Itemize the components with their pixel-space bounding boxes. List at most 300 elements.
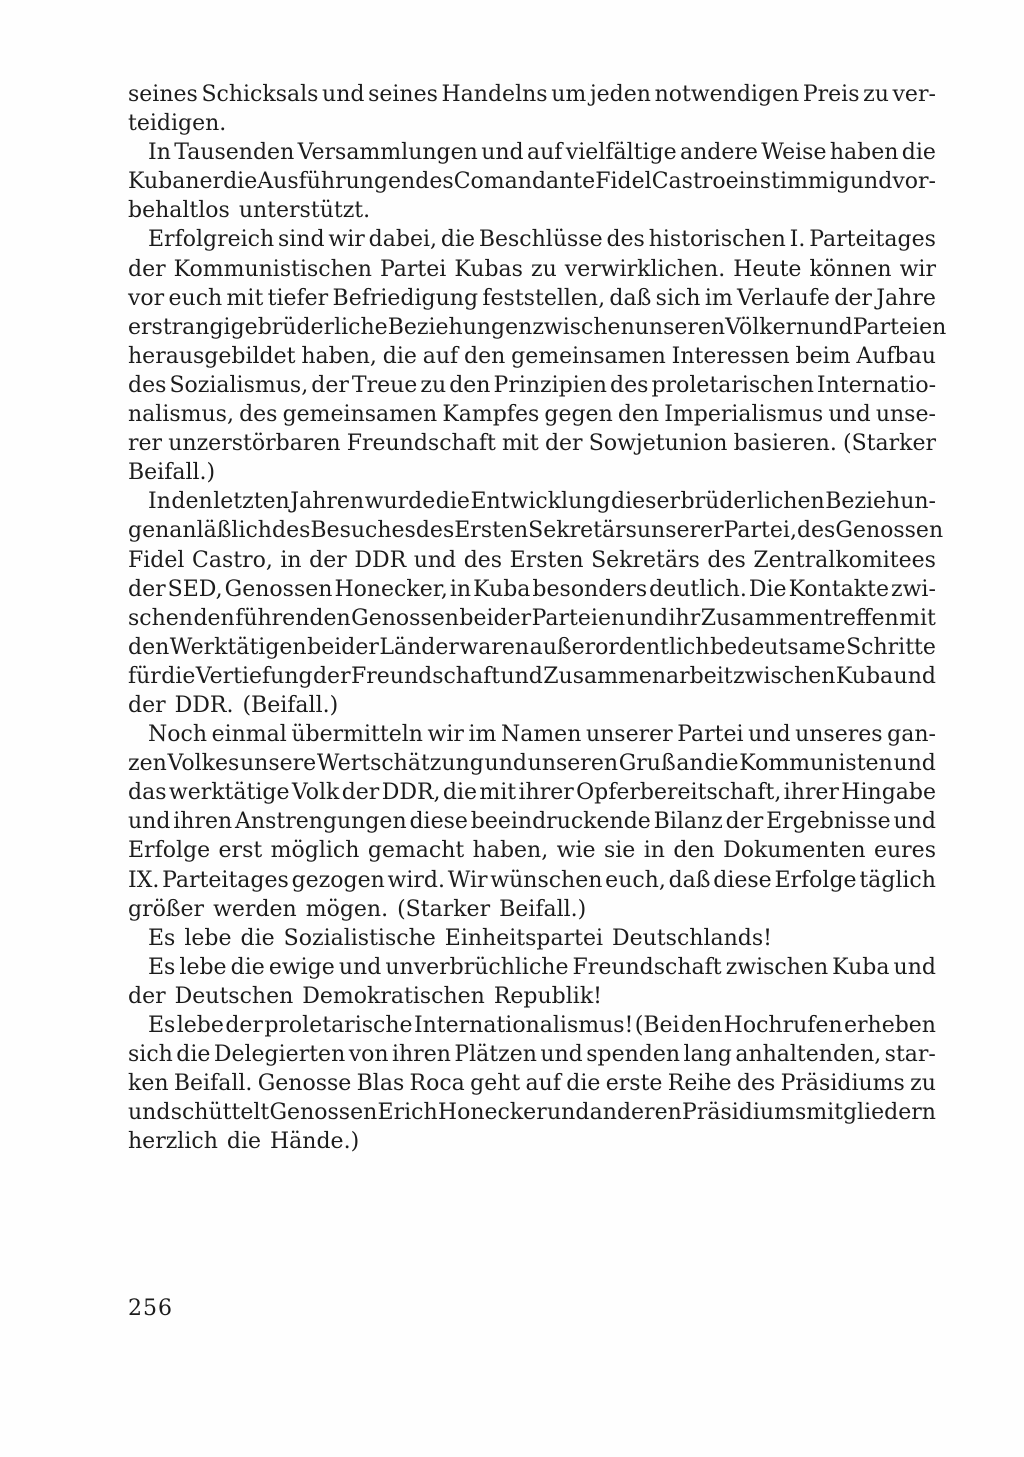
word: Verlaufe	[737, 285, 830, 311]
word: Erfolge	[774, 867, 857, 893]
word: und	[413, 547, 457, 573]
word: besonders	[532, 576, 648, 602]
word: Republik!	[493, 983, 603, 1009]
text-line	[128, 1011, 936, 1040]
word: die	[566, 1071, 601, 1097]
word: Deutschen	[174, 983, 294, 1009]
word: Hände.)	[270, 1129, 360, 1155]
text-line	[128, 662, 936, 691]
word: Genossen	[351, 605, 459, 631]
word: Kommunistischen	[173, 256, 372, 282]
text-line	[128, 458, 936, 487]
word: beider	[307, 634, 379, 660]
word: DDR,	[381, 780, 441, 806]
word: teidigen.	[128, 111, 227, 137]
word: des	[463, 547, 503, 573]
word: anderen	[589, 1100, 682, 1126]
word: Honecker,	[334, 576, 448, 602]
word: Es	[148, 954, 176, 980]
paragraph	[128, 924, 936, 953]
word: beim	[795, 343, 851, 369]
word: gemeinsamen	[511, 343, 666, 369]
word: erst	[218, 838, 263, 864]
word: die	[440, 227, 475, 253]
word: und	[893, 954, 936, 980]
word: der	[341, 780, 380, 806]
word: die	[230, 954, 265, 980]
word: Sekretärs	[591, 547, 700, 573]
word: Erfolgreich	[148, 227, 275, 253]
word: der	[128, 692, 166, 718]
text-line	[128, 807, 936, 836]
word: SED,	[167, 576, 223, 602]
word: Beschlüsse	[478, 227, 603, 253]
text-line	[128, 720, 936, 749]
word: seines	[368, 82, 438, 107]
word: beider	[459, 605, 532, 631]
word: den	[128, 634, 170, 660]
word: für	[128, 663, 161, 689]
word: lebe	[176, 1013, 224, 1038]
word: und	[748, 722, 791, 748]
text-line	[128, 225, 936, 254]
word: im	[704, 285, 733, 311]
word: Imperialismus	[664, 402, 824, 428]
word: und	[810, 314, 853, 340]
word: die	[226, 1129, 261, 1155]
word: Internationalismus!	[413, 1013, 634, 1038]
word: haben,	[472, 838, 549, 864]
word: tiefer	[267, 285, 329, 311]
word: des	[128, 372, 167, 398]
word: der	[544, 431, 583, 457]
word: Weise	[761, 140, 827, 166]
word: Partei,	[723, 518, 797, 544]
text-line	[128, 924, 936, 953]
word: Parteitages	[162, 867, 289, 893]
text-line	[128, 1069, 936, 1098]
word: zwischen	[725, 954, 829, 980]
word: den	[449, 372, 491, 398]
word: Parteien	[531, 605, 626, 631]
word: diese	[409, 809, 468, 835]
text-line	[128, 371, 936, 400]
word: euch	[168, 285, 223, 311]
word: brüderlichen	[680, 489, 825, 515]
word: Ersten	[509, 547, 584, 573]
word: Einheitspartei	[444, 925, 604, 951]
word: In	[148, 489, 171, 515]
word: und	[481, 140, 524, 166]
word: ewige	[268, 954, 335, 980]
word: feststellen,	[482, 285, 606, 311]
word: Internatio-	[816, 372, 936, 398]
word: (Bei	[634, 1013, 680, 1038]
word: auf	[525, 1071, 561, 1097]
text-line	[128, 895, 936, 924]
word: Freundschaft	[350, 663, 501, 689]
word: die	[223, 169, 258, 195]
word: verwirklichen.	[564, 256, 726, 282]
word: Kommunisten	[739, 751, 893, 777]
text-line	[128, 604, 936, 633]
word: Vertiefung	[195, 663, 313, 689]
word: führenden	[235, 605, 351, 631]
word: daß	[609, 285, 652, 311]
word: die	[161, 663, 196, 689]
word: Delegierten	[213, 1042, 346, 1068]
word: größer	[128, 896, 205, 922]
word: Länder	[379, 634, 459, 660]
word: außerordentlich	[529, 634, 710, 660]
text-line	[128, 109, 936, 138]
word: den	[617, 402, 660, 428]
word: einmal	[211, 722, 287, 748]
word: proletarische	[264, 1013, 413, 1038]
word: Kuba	[835, 663, 894, 689]
word: Prinzipien	[493, 372, 607, 398]
word: zen	[128, 751, 167, 777]
word: unseren	[634, 314, 726, 340]
word: unsere	[239, 751, 317, 777]
word: Deutschlands!	[612, 925, 772, 951]
word: unseren	[527, 751, 619, 777]
word: herzlich	[128, 1129, 218, 1155]
word: Ausführungen	[257, 169, 416, 195]
word: von	[348, 1042, 389, 1068]
word: gemacht	[367, 838, 465, 864]
word: zwischen	[532, 314, 635, 340]
word: den	[171, 489, 213, 515]
word: behaltlos	[128, 198, 230, 224]
word: Genossen	[224, 576, 333, 602]
word: Anstrengungen	[235, 809, 407, 835]
word: Reihe	[667, 1071, 732, 1097]
word: übermitteln	[291, 722, 423, 748]
word: mit	[502, 431, 539, 457]
word: Beifall.)	[128, 460, 216, 486]
word: wird.	[387, 867, 445, 893]
word: werktätige	[168, 780, 290, 806]
word: Roca	[409, 1071, 465, 1097]
word: unverbrüchliche	[385, 954, 569, 980]
word: gan-	[887, 722, 936, 748]
word: des	[736, 1071, 776, 1097]
word: und	[338, 954, 382, 980]
word: zu	[863, 82, 889, 107]
word: In	[148, 140, 171, 166]
word: und	[484, 751, 527, 777]
word: Werktätigen	[169, 634, 307, 660]
word: Kubaner	[128, 169, 224, 195]
word: Präsidiumsmitgliedern	[682, 1100, 936, 1126]
word: können	[809, 256, 892, 282]
word: des	[610, 372, 649, 398]
word: der	[128, 576, 166, 602]
word: Namen	[500, 722, 582, 748]
word: Demokratischen	[302, 983, 485, 1009]
word: daß	[668, 867, 711, 893]
word: spenden	[586, 1042, 681, 1068]
word: haben	[829, 140, 899, 166]
word: des	[271, 518, 311, 544]
word: Kuba	[473, 576, 531, 602]
text-line	[128, 778, 936, 807]
word: vielfältige	[565, 140, 677, 166]
word: Genosse	[257, 1071, 352, 1097]
word: DDR.	[174, 692, 234, 718]
word: die	[176, 1042, 211, 1068]
word: täglich	[859, 867, 936, 893]
word: Es	[148, 1013, 176, 1038]
word: und	[128, 1100, 171, 1126]
word: des	[707, 547, 746, 573]
text-line	[128, 1127, 936, 1156]
word: Zentralkomitees	[753, 547, 936, 573]
word: letzten	[213, 489, 290, 515]
word: Schicksals	[201, 82, 319, 107]
word: Versammlungen	[297, 140, 478, 166]
word: der	[725, 809, 764, 835]
word: ihren	[391, 1042, 451, 1068]
word: lebe	[184, 925, 232, 951]
word: Sozialismus,	[169, 372, 309, 398]
word: in	[280, 547, 302, 573]
word: um	[551, 82, 587, 107]
word: mit	[226, 285, 264, 311]
word: waren	[459, 634, 530, 660]
word: und	[893, 809, 936, 835]
text-line	[128, 633, 936, 662]
word: auf	[526, 140, 563, 166]
text-line	[128, 575, 936, 604]
word: den	[680, 1013, 723, 1038]
word: seines	[128, 82, 198, 107]
word: zu	[530, 256, 557, 282]
word: Fidel	[128, 547, 185, 573]
word: des	[606, 227, 645, 253]
word: Genossen	[835, 518, 944, 544]
word: sich	[655, 285, 701, 311]
word: den	[193, 605, 235, 631]
word: den	[464, 343, 506, 369]
word: Schritte	[846, 634, 936, 660]
word: vor	[128, 285, 165, 311]
word: erheben	[843, 1013, 936, 1038]
word: an	[676, 751, 704, 777]
text-line	[128, 400, 936, 429]
word: star-	[884, 1042, 936, 1068]
word: unserer	[636, 518, 724, 544]
word: die	[901, 140, 936, 166]
word: unserer	[585, 722, 673, 748]
word: Partei	[677, 722, 744, 748]
word: ihr	[668, 605, 701, 631]
word: Kampfes	[442, 402, 540, 428]
word: Kubas	[454, 256, 523, 282]
page-number: 256	[128, 1296, 173, 1321]
word: zwi-	[891, 576, 936, 602]
word: nalismus,	[128, 402, 234, 428]
word: Blas	[356, 1071, 405, 1097]
text-line	[128, 1098, 936, 1127]
word: Besuches	[310, 518, 416, 544]
word: und	[625, 605, 669, 631]
word: Kuba	[832, 954, 890, 980]
word: zu	[420, 372, 447, 398]
text-line	[128, 313, 947, 342]
word: unzerstörbaren	[168, 431, 341, 457]
word: sie	[603, 838, 636, 864]
word: Wir	[447, 867, 488, 893]
word: gegen	[544, 402, 613, 428]
word: des	[796, 518, 836, 544]
body-text	[128, 80, 947, 1156]
word: Kontakte	[788, 576, 889, 602]
word: Befriedigung	[332, 285, 479, 311]
word: wie	[556, 838, 596, 864]
word: Bilanz	[653, 809, 723, 835]
word: basieren.	[733, 431, 837, 457]
word: Hochrufen	[723, 1013, 843, 1038]
word: Völkern	[725, 314, 811, 340]
word: Sozialistische	[283, 925, 436, 951]
word: lebe	[179, 954, 227, 980]
text-line	[128, 429, 936, 458]
word: der	[225, 1013, 263, 1038]
word: zwischen	[733, 663, 836, 689]
word: die	[704, 751, 739, 777]
word: diese	[713, 867, 772, 893]
text-line	[128, 1040, 936, 1069]
word: Beifall.	[173, 1071, 253, 1097]
word: Erich	[377, 1100, 438, 1126]
word: auf	[422, 343, 459, 369]
word: Ergebnisse	[766, 809, 891, 835]
word: geht	[470, 1071, 521, 1097]
word: Volkes	[167, 751, 240, 777]
word: bedeutsame	[710, 634, 846, 660]
word: Freundschaft	[346, 431, 496, 457]
word: wurde	[364, 489, 436, 515]
word: Jahren	[290, 489, 365, 515]
paragraph	[128, 720, 936, 924]
word: sich	[128, 1042, 173, 1068]
word: dabei,	[368, 227, 437, 253]
word: Plätzen	[454, 1042, 537, 1068]
word: der	[311, 372, 349, 398]
word: im	[468, 722, 497, 748]
word: und	[540, 1042, 583, 1068]
word: gemeinsamen	[282, 402, 438, 428]
word: und	[322, 82, 365, 107]
word: jeden	[589, 82, 651, 107]
word: sind	[278, 227, 325, 253]
word: (Starker	[843, 431, 936, 457]
word: Entwicklung	[470, 489, 611, 515]
word: Castro	[651, 169, 726, 195]
text-line	[128, 138, 936, 167]
word: wir	[427, 722, 464, 748]
word: Freundschaft	[572, 954, 722, 980]
word: anläßlich	[169, 518, 272, 544]
word: der	[834, 285, 872, 311]
word: notwendigen	[654, 82, 800, 107]
word: Aufbau	[856, 343, 936, 369]
word: Zusammenarbeit	[543, 663, 733, 689]
text-line	[128, 546, 936, 575]
word: anhaltenden,	[735, 1042, 882, 1068]
text-line	[128, 342, 936, 371]
word: eures	[873, 838, 936, 864]
word: lang	[683, 1042, 732, 1068]
word: herausgebildet	[128, 343, 296, 369]
word: Honecker	[437, 1100, 547, 1126]
paragraph	[128, 138, 936, 225]
word: Hingabe	[841, 780, 936, 806]
word: Parteitages	[809, 227, 936, 253]
word: Es	[148, 925, 176, 951]
word: Castro,	[192, 547, 273, 573]
text-line	[128, 255, 936, 284]
word: die	[240, 925, 275, 951]
word: Die	[748, 576, 787, 602]
word: Genossen	[269, 1100, 378, 1126]
word: mit	[899, 605, 936, 631]
word: und	[546, 1100, 590, 1126]
word: Partei	[379, 256, 447, 282]
paragraph	[128, 225, 947, 487]
word: proletarischen	[651, 372, 814, 398]
paragraph	[128, 953, 936, 1011]
word: Treue	[351, 372, 418, 398]
word: und	[828, 402, 871, 428]
word: ihrer	[518, 780, 574, 806]
word: andere	[679, 140, 758, 166]
word: (Starker	[397, 896, 491, 922]
text-line	[128, 836, 936, 865]
word: und	[128, 809, 171, 835]
word: Sowjetunion	[588, 431, 728, 457]
word: und	[893, 663, 936, 689]
word: brüderliche	[257, 314, 388, 340]
text-line	[128, 982, 936, 1011]
word: Zusammentreffen	[700, 605, 899, 631]
word: gezogen	[291, 867, 385, 893]
paragraph	[128, 80, 936, 138]
word: haben,	[301, 343, 377, 369]
word: Dokumenten	[723, 838, 866, 864]
word: beeindruckende	[470, 809, 651, 835]
word: die	[442, 780, 478, 806]
word: einstimmig	[725, 169, 850, 195]
word: DDR	[354, 547, 407, 573]
word: IX.	[128, 867, 160, 893]
word: zu	[910, 1071, 936, 1097]
word: wir	[328, 227, 365, 253]
word: Heute	[733, 256, 802, 282]
word: Erfolge	[128, 838, 211, 864]
word: das	[128, 780, 167, 806]
word: Präsidiums	[780, 1071, 905, 1097]
word: ihren	[173, 809, 233, 835]
word: und	[849, 169, 893, 195]
word: historischen	[648, 227, 786, 253]
word: Beifall.)	[499, 896, 587, 922]
word: schüttelt	[170, 1100, 270, 1126]
word: I.	[789, 227, 806, 253]
word: in	[643, 838, 665, 864]
